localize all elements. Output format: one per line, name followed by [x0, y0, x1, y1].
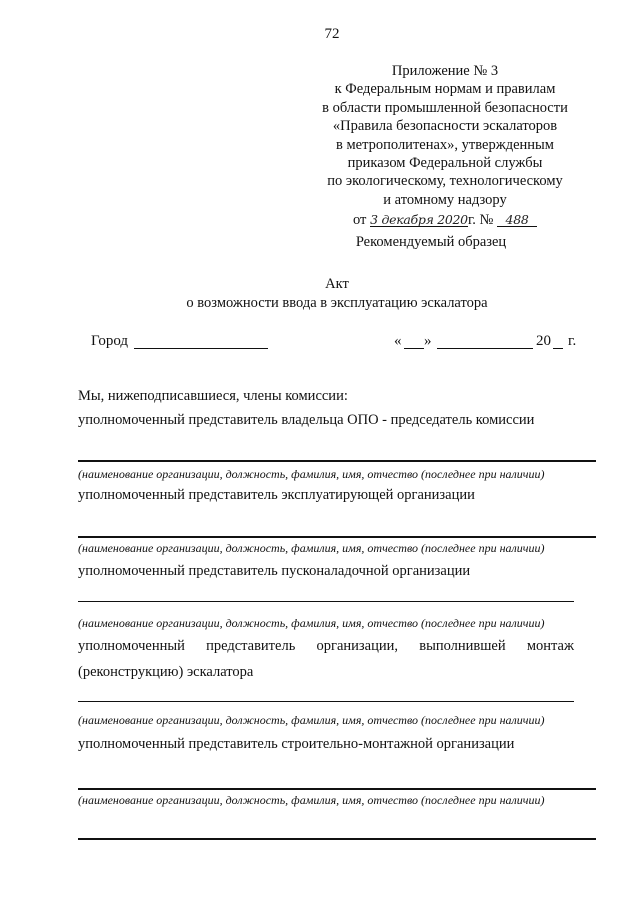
order-reference: [290, 211, 600, 229]
representative-installer-field[interactable]: [78, 701, 574, 702]
representative-commissioning-label: уполномоченный представитель пусконаладочной организации: [78, 563, 471, 579]
appendix-line: и атомному надзору: [383, 191, 507, 208]
act-subtitle: о возможности ввода в эксплуатацию эскалатора: [186, 294, 488, 311]
city-field[interactable]: [134, 348, 268, 349]
date-year-field[interactable]: [553, 348, 563, 349]
date-quote-close: »: [424, 333, 432, 349]
act-title: Акт: [325, 276, 349, 292]
field-caption: (наименование организации, должность, фамилия, имя, отчество (последнее при наличии): [78, 467, 545, 481]
city-label: Город: [91, 333, 129, 349]
installer-word: выполнившей: [419, 638, 506, 654]
order-from-label: от: [352, 212, 367, 229]
field-caption: (наименование организации, должность, фамилия, имя, отчество (последнее при наличии): [78, 616, 545, 630]
appendix-line: в области промышленной безопасности: [322, 99, 568, 116]
representative-commissioning-field[interactable]: [78, 601, 574, 602]
installer-word: уполномоченный: [78, 638, 185, 654]
representative-owner-field[interactable]: [78, 460, 596, 462]
order-date-handwritten: 3 декабря 2020: [370, 212, 468, 228]
installer-word: представитель: [206, 638, 296, 654]
extra-member-field[interactable]: [78, 838, 596, 840]
representative-operator-field[interactable]: [78, 536, 596, 538]
appendix-line: «Правила безопасности эскалаторов: [332, 118, 558, 135]
date-quote-open: «: [394, 333, 402, 349]
field-caption: (наименование организации, должность, фамилия, имя, отчество (последнее при наличии): [78, 541, 545, 555]
field-caption: (наименование организации, должность, фамилия, имя, отчество (последнее при наличии): [78, 793, 545, 807]
appendix-line: по экологическому, технологическому: [327, 173, 563, 190]
appendix-line: к Федеральным нормам и правилам: [334, 81, 556, 98]
order-number-handwritten: 488: [497, 213, 537, 227]
act-title-block: [0, 275, 640, 312]
year-prefix: 20: [536, 333, 551, 349]
installer-word: монтаж: [526, 638, 574, 654]
representative-construction-field[interactable]: [78, 788, 596, 790]
field-caption: (наименование организации, должность, фамилия, имя, отчество (последнее при наличии): [78, 713, 545, 727]
appendix-line: Приложение № 3: [391, 63, 499, 79]
members-intro: Мы, нижеподписавшиеся, члены комиссии:: [78, 388, 348, 404]
appendix-line: приказом Федеральной службы: [347, 155, 543, 172]
page-number: 72: [324, 26, 340, 42]
representative-installer-label: [78, 638, 574, 655]
order-number-label: г. №: [468, 212, 494, 229]
date-month-field[interactable]: [437, 348, 533, 349]
representative-owner-label: уполномоченный представитель владельца ОПО - председатель комиссии: [78, 412, 535, 428]
appendix-line: в метрополитенах», утвержденным: [336, 136, 554, 153]
recommended-sample-label: Рекомендуемый образец: [355, 234, 507, 250]
representative-operator-label: уполномоченный представитель эксплуатирующей организации: [78, 487, 475, 503]
appendix-header: [290, 62, 600, 230]
installer-word: организации,: [316, 638, 399, 654]
installer-continuation: (реконструкцию) эскалатора: [78, 664, 254, 680]
representative-construction-label: уполномоченный представитель строительно-монтажной организации: [78, 736, 515, 752]
year-suffix: г.: [568, 333, 577, 349]
date-day-field[interactable]: [404, 348, 424, 349]
